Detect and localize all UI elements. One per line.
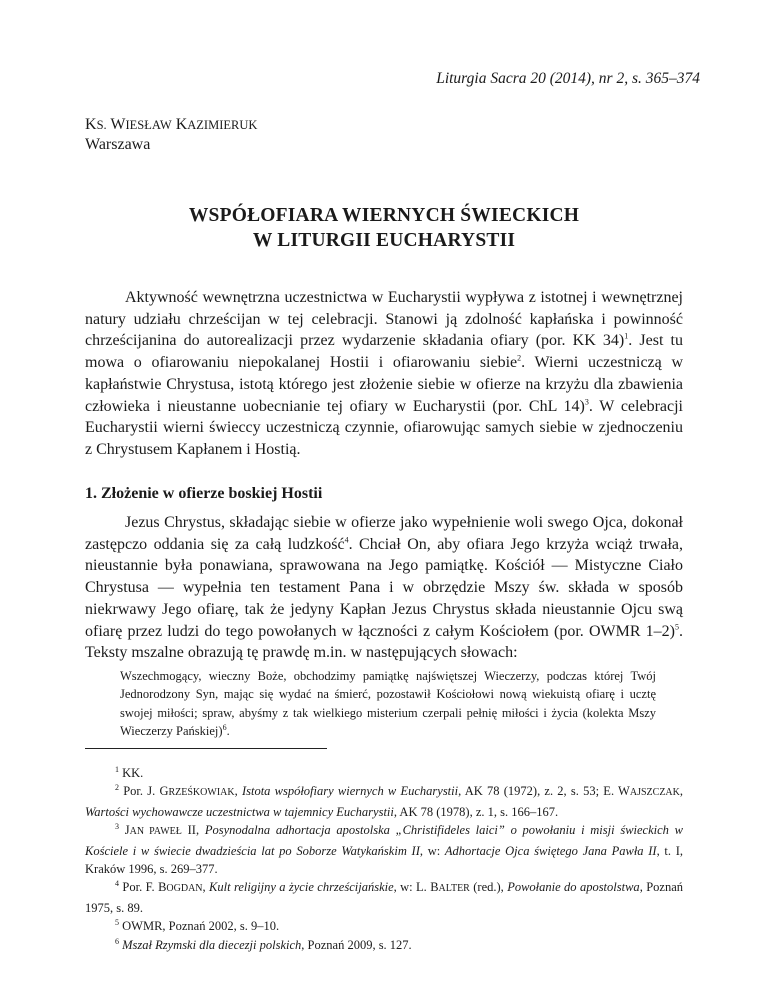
- footnote-divider: [85, 748, 327, 749]
- footnote-6: $^6$ Mszał Rzymski dla diecezji polskich, Poznań 2009, s. 127.: [115, 936, 412, 952]
- author-place: Warszawa: [85, 136, 151, 153]
- title-line-1: WSPÓŁOFIARA WIERNYCH ŚWIECKICH: [188, 205, 580, 226]
- footnote-ref[interactable]: 3: [584, 397, 589, 407]
- footnote-5: $^5$ OWMR, Poznań 2002, s. 9–10.: [115, 918, 280, 934]
- footnote-4: $^4$ Por. F. BOGDAN, Kult religijny a życie chrześcijańskie, w: L. BALTER (red.), Powołanie do apostolstwa, Poznań 1975, s. 89.: [85, 879, 684, 915]
- footnote-1: $^1$ KK.: [115, 764, 144, 780]
- footnote-ref[interactable]: 6: [222, 723, 227, 733]
- author-block: [85, 115, 257, 155]
- title-line-2: W LITURGII EUCHARYSTII: [252, 230, 516, 251]
- section-paragraph: Jezus Chrystus, składając siebie w ofierze jako wypełnienie woli swego Ojca, dokonał zastępczo oddania się za całą ludzkość$^4$. Chciał On, aby ofiara Jego krzyża wciąż trwała, nieustannie była ponawiana, sprawowana na Jego pamiątkę. Kościół — Mistyczne Ciało Chrystusa — wypełnia ten testament Pana i w obrzędzie Mszy św. składa w sposób niekrwawy Jego ofiarę, tak że jedyny Kapłan Jezus Chrystus składa nieustannie Ojcu swą ofiarę przez ludzi do tego powołanych w łączności z całym Kościołem (por. OWMR 1–2)$^5$. Teksty mszalne obrazują tę prawdę m.in. w następujących słowach:: [85, 514, 684, 662]
- article-title: [85, 203, 683, 253]
- journal-citation: Liturgia Sacra 20 (2014), nr 2, s. 365–374: [436, 70, 700, 87]
- footnote-3: $^3$ JAN PAWEŁ II, Posynodalna adhortacja apostolska „Christifideles laici” o powołaniu i misji świeckich w Kościele i w świecie dwadzieścia lat po Soborze Watykańskim II, w: Adhortacje Ojca świętego Jana Pawła II, t. I, Kraków 1996, s. 269–377.: [85, 822, 683, 877]
- footnotes: [85, 764, 683, 954]
- block-quote: Wszechmogący, wieczny Boże, obchodzimy pamiątkę najświętszej Wieczerzy, podczas której Twój Jednorodzony Syn, mając się wydać na śmierć, pozostawił Kościołowi nową wiekuistą ofiarę i ucztę swojej miłości; spraw, abyśmy z tak wielkiego misterium czerpali pełnię miłości i życia (kolekta Mszy Wieczerzy Pańskiej)$^6$.: [120, 669, 656, 739]
- section-heading: 1. Złożenie w ofierze boskiej Hostii: [85, 485, 323, 502]
- footnote-ref[interactable]: 2: [517, 353, 522, 363]
- intro-paragraph: Aktywność wewnętrzna uczestnictwa w Eucharystii wypływa z istotnej i wewnętrznej natury udziału chrześcijan w tej celebracji. Stanowi ją zdolność kapłańska i powinność chrześcijanina do autorealizacji przez wydarzenie składania ofiary (por. KK 34)$^1$. Jest tu mowa o ofiarowaniu niepokalanej Hostii i ofiarowaniu siebie$^2$. Wierni uczestniczą w kapłaństwie Chrystusa, istotą którego jest złożenie siebie w ofierze na krzyżu dla zbawienia człowieka i nieustanne uobecnianie tej ofiary w Eucharystii (por. ChL 14)$^3$. W celebracji Eucharystii wierni świeccy uczestniczą czynnie, ofiarowując samych siebie w zjednoczeniu z Chrystusem Kapłanem i Hostią.: [85, 289, 683, 458]
- footnote-ref[interactable]: 1: [624, 332, 629, 342]
- footnote-2: $^2$ Por. J. GRZEŚKOWIAK, Istota współofiary wiernych w Eucharystii, AK 78 (1972), z. 2, s. 53; E. WAJSZCZAK, Wartości wychowawcze uczestnictwa w tajemnicy Eucharystii, AK 78 (1978), z. 1, s. 166–167.: [85, 783, 683, 819]
- footnote-ref[interactable]: 4: [344, 535, 349, 545]
- author-name: KS. WIESŁAW KAZIMIERUK: [85, 116, 258, 133]
- footnote-ref[interactable]: 5: [675, 622, 679, 632]
